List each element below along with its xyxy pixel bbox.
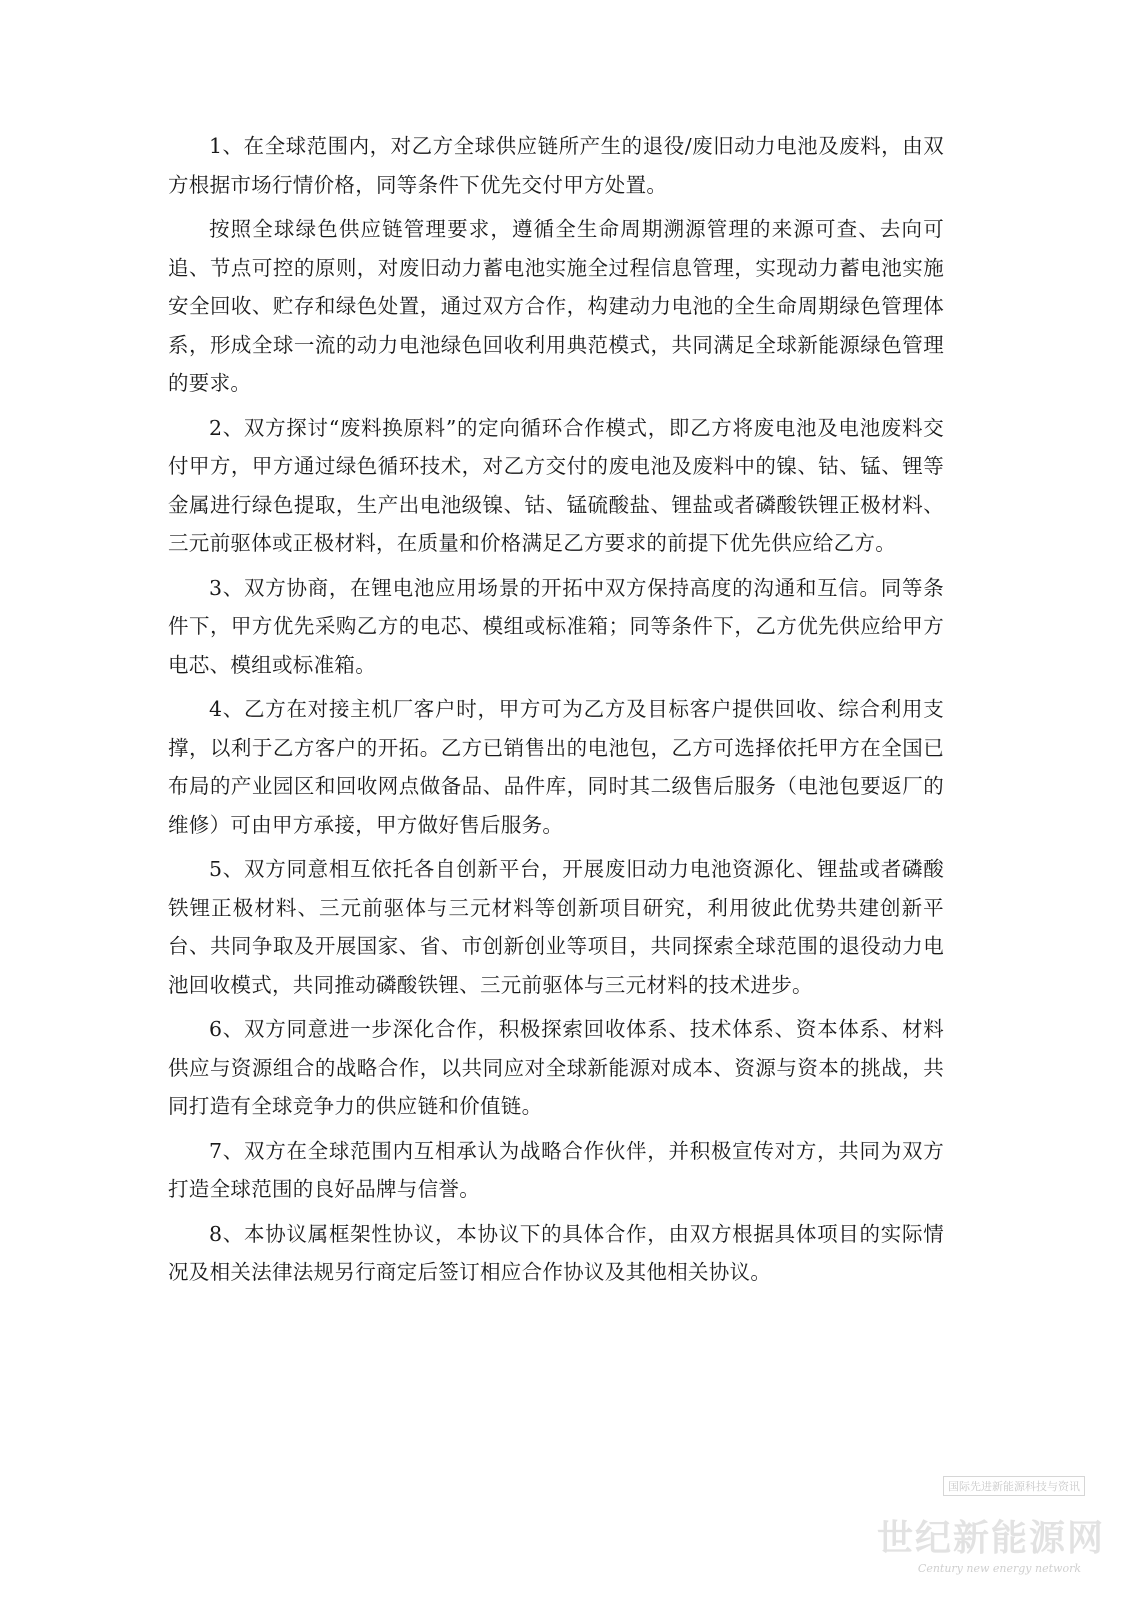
clause-3: 3、双方协商，在锂电池应用场景的开拓中双方保持高度的沟通和互信。同等条件下，甲方优先采购乙方的电芯、模组或标准箱；同等条件下，乙方优先供应给甲方电芯、模组或标准箱。 bbox=[168, 575, 944, 677]
clause-5: 5、双方同意相互依托各自创新平台，开展废旧动力电池资源化、锂盐或者磷酸铁锂正极材料、三元前驱体与三元材料等创新项目研究，利用彼此优势共建创新平台、共同争取及开展国家、省、市创新创业等项目，共同探索全球范围的退役动力电池回收模式，共同推动磷酸铁锂、三元前驱体与三元材料的技术进步。 bbox=[168, 857, 944, 997]
clause-7: 7、双方在全球范围内互相承认为战略合作伙伴，并积极宣传对方，共同为双方打造全球范围的良好品牌与信誉。 bbox=[168, 1138, 944, 1201]
document-body bbox=[168, 127, 944, 1298]
site-watermark bbox=[876, 1470, 1109, 1590]
clause-2: 2、双方探讨“废料换原料”的定向循环合作模式，即乙方将废电池及电池废料交付甲方，甲方通过绿色循环技术，对乙方交付的废电池及废料中的镍、钴、锰、锂等金属进行绿色提取，生产出电池级镍、钴、锰硫酸盐、锂盐或者磷酸铁锂正极材料、三元前驱体或正极材料，在质量和价格满足乙方要求的前提下优先供应给乙方。 bbox=[168, 415, 944, 555]
clause-8: 8、本协议属框架性协议，本协议下的具体合作，由双方根据具体项目的实际情况及相关法律法规另行商定后签订相应合作协议及其他相关协议。 bbox=[168, 1221, 944, 1284]
clause-1-detail: 按照全球绿色供应链管理要求，遵循全生命周期溯源管理的来源可查、去向可追、节点可控的原则，对废旧动力蓄电池实施全过程信息管理，实现动力蓄电池实施安全回收、贮存和绿色处置，通过双方合作，构建动力电池的全生命周期绿色管理体系，形成全球一流的动力电池绿色回收利用典范模式，共同满足全球新能源绿色管理的要求。 bbox=[168, 217, 944, 395]
watermark-subtitle: Century new energy network bbox=[917, 1562, 1081, 1575]
clause-6: 6、双方同意进一步深化合作，积极探索回收体系、技术体系、资本体系、材料供应与资源组合的战略合作，以共同应对全球新能源对成本、资源与资本的挑战，共同打造有全球竞争力的供应链和价值链。 bbox=[168, 1017, 944, 1118]
clause-4: 4、乙方在对接主机厂客户时，甲方可为乙方及目标客户提供回收、综合利用支撑，以利于乙方客户的开拓。乙方已销售出的电池包，乙方可选择依托甲方在全国已布局的产业园区和回收网点做备品、品件库，同时其二级售后服务（电池包要返厂的维修）可由甲方承接，甲方做好售后服务。 bbox=[168, 697, 944, 837]
watermark-tagline: 国际先进新能源科技与资讯 bbox=[943, 1476, 1085, 1496]
watermark-site-name: 世纪新能源网 bbox=[876, 1518, 1105, 1559]
clause-1: 1、在全球范围内，对乙方全球供应链所产生的退役/废旧动力电池及废料，由双方根据市场行情价格，同等条件下优先交付甲方处置。 bbox=[168, 134, 944, 197]
